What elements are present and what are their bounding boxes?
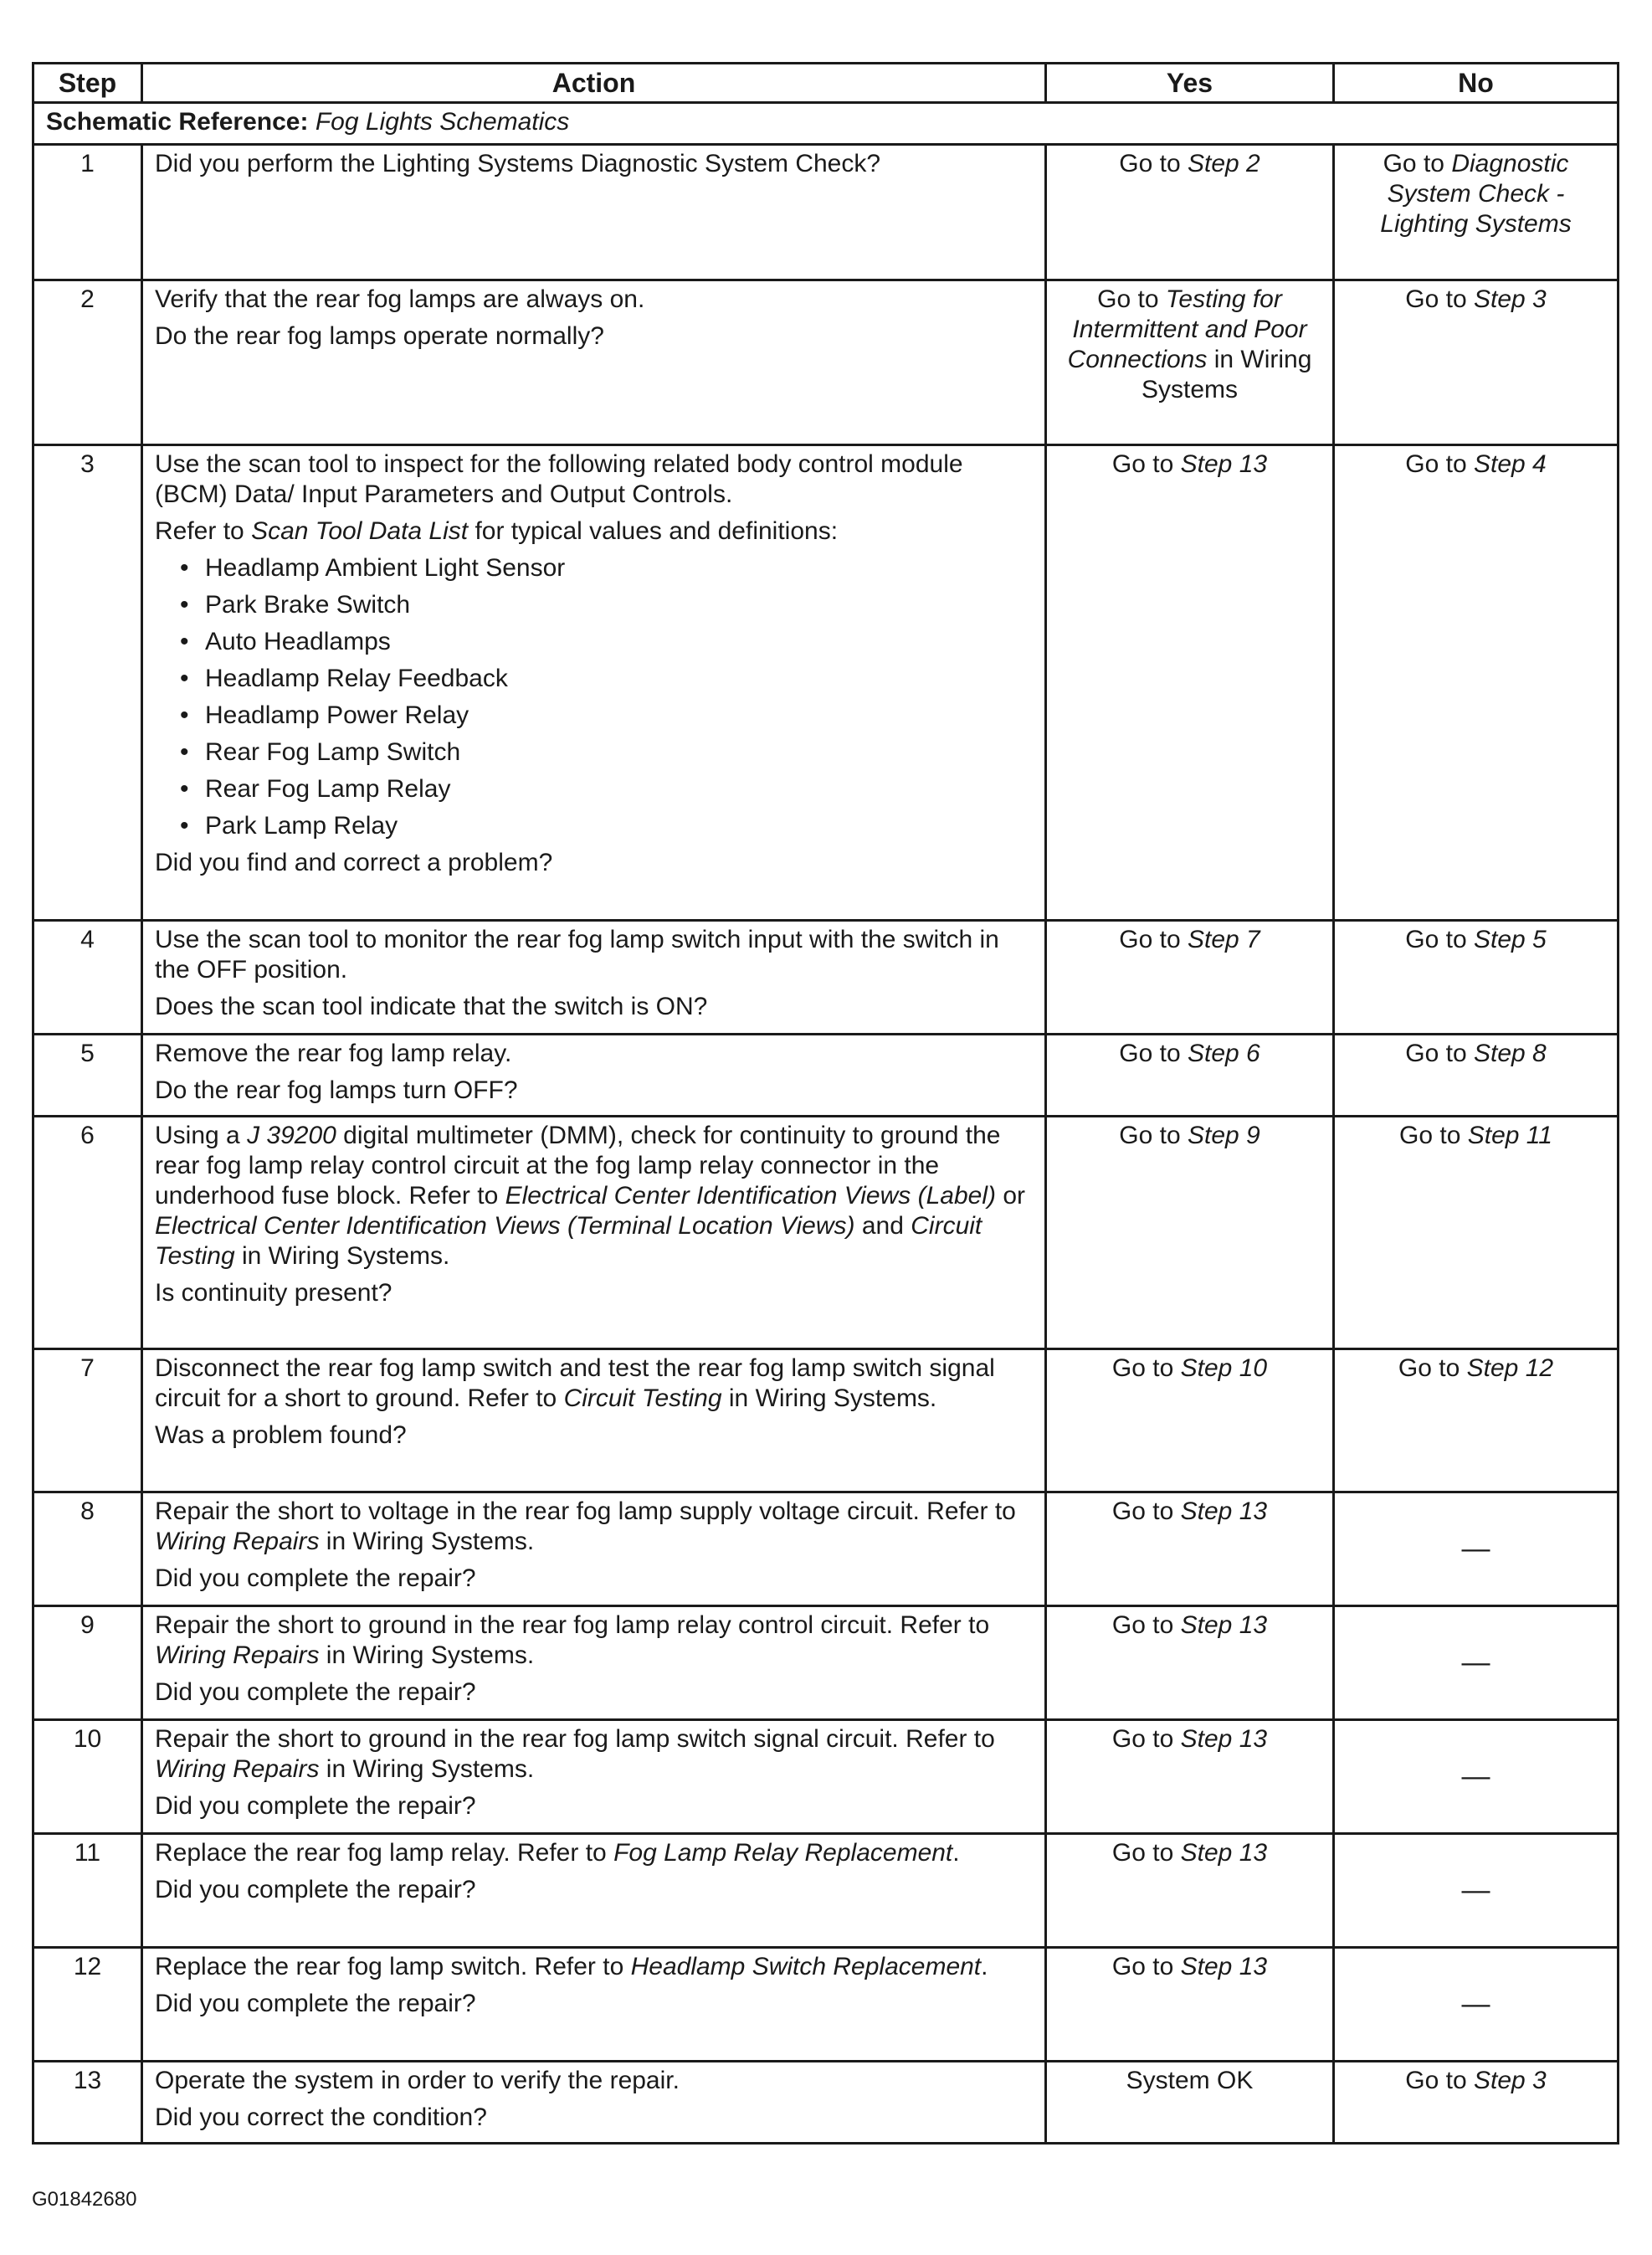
step-no: [1334, 1834, 1619, 1948]
step-instruction: [155, 1952, 1033, 1982]
step-number: 4: [33, 921, 142, 1035]
step-no: [1334, 445, 1619, 921]
go-to-text: Go to: [1405, 1040, 1467, 1067]
yes-target-link[interactable]: Step 13: [1180, 1725, 1268, 1753]
step-instruction: Use the scan tool to monitor the rear fog lamp switch input with the switch in the OFF position.: [155, 926, 999, 984]
step-row-12: [33, 1948, 1619, 2062]
refer-link[interactable]: Scan Tool Data List: [251, 517, 469, 545]
step-row-6: [33, 1117, 1619, 1349]
yes-target-link[interactable]: Step 13: [1180, 1497, 1268, 1525]
step-question: Did you complete the repair?: [155, 1564, 476, 1592]
step-number: 6: [33, 1117, 142, 1349]
step-instruction: [155, 1724, 1033, 1785]
refer-link[interactable]: Wiring Repairs: [155, 1641, 320, 1669]
yes-target-link[interactable]: Testing for Intermittent and Poor Connections: [1067, 285, 1307, 373]
instruction-text: Disconnect the rear fog lamp switch and test the rear fog lamp switch signal circuit for a short to ground. Refer to: [155, 1354, 995, 1412]
step-no: [1334, 145, 1619, 280]
step-row-10: [33, 1720, 1619, 1834]
refer-link[interactable]: Headlamp Switch Replacement: [630, 1953, 982, 1980]
list-item: • Headlamp Ambient Light Sensor: [180, 553, 1033, 583]
go-to-text: Go to: [1111, 1725, 1174, 1753]
instruction-text: in Wiring Systems.: [728, 1384, 937, 1412]
step-question: Did you complete the repair?: [155, 1678, 476, 1706]
go-to-text: Go to: [1111, 1611, 1174, 1639]
refer-link[interactable]: Electrical Center Identification Views (Label): [505, 1182, 997, 1210]
step-action: [142, 1834, 1046, 1948]
schematic-reference-label: Schematic Reference:: [46, 108, 309, 136]
step-no: [1334, 921, 1619, 1035]
header-row: [33, 64, 1619, 103]
step-instruction: [155, 1610, 1033, 1671]
step-no: [1334, 1720, 1619, 1834]
no-dash: —: [1461, 1987, 1490, 2020]
schematic-reference-link[interactable]: Fog Lights Schematics: [315, 108, 570, 136]
list-item: • Auto Headlamps: [180, 627, 1033, 657]
yes-target-link[interactable]: Step 10: [1180, 1354, 1268, 1382]
step-yes: [1046, 1035, 1334, 1117]
step-action: [142, 1492, 1046, 1606]
instruction-text: .: [981, 1953, 988, 1980]
step-question: Does the scan tool indicate that the switch is ON?: [155, 993, 708, 1020]
step-yes: [1046, 921, 1334, 1035]
yes-target-link[interactable]: Step 13: [1180, 450, 1268, 478]
tool-name: J 39200: [247, 1122, 336, 1149]
go-to-text: Go to: [1111, 1497, 1174, 1525]
step-no: [1334, 1035, 1619, 1117]
instruction-text: in Wiring Systems.: [326, 1528, 535, 1555]
instruction-text: .: [952, 1839, 960, 1867]
go-to-text: Go to: [1405, 926, 1467, 953]
step-question: Did you correct the condition?: [155, 2103, 487, 2131]
no-dash: —: [1461, 1532, 1490, 1564]
step-yes: [1046, 1948, 1334, 2062]
step-no: [1334, 1492, 1619, 1606]
step-question: Is continuity present?: [155, 1279, 392, 1307]
step-number: 8: [33, 1492, 142, 1606]
step-yes: [1046, 1117, 1334, 1349]
step-row-9: [33, 1606, 1619, 1720]
list-item: • Rear Fog Lamp Relay: [180, 774, 1033, 804]
no-dash: —: [1461, 1646, 1490, 1678]
step-number: 3: [33, 445, 142, 921]
step-number: 9: [33, 1606, 142, 1720]
step-row-3: [33, 445, 1619, 921]
refer-link[interactable]: Wiring Repairs: [155, 1755, 320, 1783]
instruction-text: or: [1003, 1182, 1026, 1210]
step-action: [142, 1117, 1046, 1349]
diagnostic-table: [32, 62, 1619, 2145]
step-number: 12: [33, 1948, 142, 2062]
figure-id: G01842680: [32, 2188, 137, 2211]
step-yes: [1046, 1492, 1334, 1606]
step-action: [142, 1349, 1046, 1492]
header-yes: Yes: [1046, 64, 1334, 103]
step-instruction: [155, 1354, 1033, 1414]
yes-target-link[interactable]: Step 13: [1180, 1839, 1268, 1867]
step-instruction: [155, 1838, 1033, 1868]
refer-link[interactable]: Circuit Testing: [155, 1212, 982, 1270]
step-action: [142, 1948, 1046, 2062]
step-row-4: [33, 921, 1619, 1035]
go-to-text: Go to: [1111, 450, 1174, 478]
step-no: [1334, 1349, 1619, 1492]
yes-target-link[interactable]: Step 6: [1187, 1040, 1260, 1067]
step-action: [142, 1035, 1046, 1117]
step-yes: [1046, 1720, 1334, 1834]
step-row-7: [33, 1349, 1619, 1492]
step-yes: [1046, 445, 1334, 921]
go-to-text: Go to: [1405, 2067, 1467, 2094]
step-question: Did you find and correct a problem?: [155, 849, 553, 876]
step-yes: [1046, 280, 1334, 445]
instruction-text: and: [861, 1212, 904, 1240]
no-target-link[interactable]: Step 3: [1473, 2067, 1547, 2094]
instruction-text: in Wiring Systems.: [326, 1641, 535, 1669]
step-action: [142, 2062, 1046, 2144]
refer-prefix: Refer to: [155, 517, 244, 545]
parameter-list: [155, 553, 1033, 841]
refer-link[interactable]: Electrical Center Identification Views (Terminal Location Views): [155, 1212, 855, 1240]
instruction-text: digital multimeter (DMM), check for continuity to ground the rear fog lamp relay control circuit at the fog lamp relay connector in the underhood fuse block. Refer to: [155, 1122, 1001, 1210]
schematic-reference: [33, 103, 1619, 145]
yes-target-suffix: in Wiring Systems: [1141, 346, 1312, 403]
list-item: • Rear Fog Lamp Switch: [180, 737, 1033, 768]
step-action: [142, 445, 1046, 921]
instruction-text: Replace the rear fog lamp relay. Refer to: [155, 1839, 607, 1867]
refer-link[interactable]: Wiring Repairs: [155, 1528, 320, 1555]
yes-target-link[interactable]: Step 2: [1187, 150, 1260, 177]
step-number: 10: [33, 1720, 142, 1834]
instruction-text: in Wiring Systems.: [241, 1242, 450, 1270]
no-target-link[interactable]: Step 5: [1473, 926, 1547, 953]
go-to-text: Go to: [1119, 926, 1181, 953]
step-row-13: [33, 2062, 1619, 2144]
instruction-text: Repair the short to ground in the rear fog lamp relay control circuit. Refer to: [155, 1611, 990, 1639]
step-number: 2: [33, 280, 142, 445]
list-item: • Headlamp Relay Feedback: [180, 664, 1033, 694]
step-question: Did you complete the repair?: [155, 1990, 476, 2017]
step-row-5: [33, 1035, 1619, 1117]
refer-suffix: for typical values and definitions:: [475, 517, 839, 545]
no-target-link[interactable]: Step 12: [1466, 1354, 1554, 1382]
step-action: [142, 1720, 1046, 1834]
instruction-text: Repair the short to voltage in the rear fog lamp supply voltage circuit. Refer to: [155, 1497, 1016, 1525]
step-instruction: [155, 1121, 1033, 1271]
step-row-8: [33, 1492, 1619, 1606]
step-yes: [1046, 2062, 1334, 2144]
go-to-text: Go to: [1383, 150, 1444, 177]
go-to-text: Go to: [1111, 1354, 1174, 1382]
step-instruction: Verify that the rear fog lamps are always on.: [155, 285, 645, 313]
step-number: 11: [33, 1834, 142, 1948]
step-action: [142, 145, 1046, 280]
step-yes: [1046, 1606, 1334, 1720]
step-refer: [155, 516, 1033, 547]
step-number: 5: [33, 1035, 142, 1117]
yes-result-text: System OK: [1126, 2067, 1254, 2094]
instruction-text: Replace the rear fog lamp switch. Refer to: [155, 1953, 624, 1980]
step-no: [1334, 280, 1619, 445]
schematic-reference-row: [33, 103, 1619, 145]
no-dash: —: [1461, 1759, 1490, 1792]
go-to-text: Go to: [1111, 1953, 1174, 1980]
go-to-text: Go to: [1398, 1354, 1460, 1382]
yes-target-link[interactable]: Step 13: [1180, 1953, 1268, 1980]
step-question: Was a problem found?: [155, 1421, 407, 1449]
instruction-text: Using a: [155, 1122, 240, 1149]
no-target-link[interactable]: Diagnostic System Check - Lighting Systems: [1380, 150, 1572, 238]
step-number: 7: [33, 1349, 142, 1492]
step-number: 1: [33, 145, 142, 280]
step-no: [1334, 1948, 1619, 2062]
refer-link[interactable]: Circuit Testing: [563, 1384, 722, 1412]
no-target-link[interactable]: Step 8: [1473, 1040, 1547, 1067]
step-action: [142, 921, 1046, 1035]
step-question: Did you perform the Lighting Systems Diagnostic System Check?: [155, 150, 881, 177]
step-no: [1334, 1606, 1619, 1720]
step-instruction: Use the scan tool to inspect for the following related body control module (BCM) Data/ Input Parameters and Output Controls.: [155, 450, 963, 508]
no-dash: —: [1461, 1873, 1490, 1906]
yes-target-link[interactable]: Step 13: [1180, 1611, 1268, 1639]
instruction-text: in Wiring Systems.: [326, 1755, 535, 1783]
step-instruction: Operate the system in order to verify the repair.: [155, 2067, 680, 2094]
instruction-text: Repair the short to ground in the rear fog lamp switch signal circuit. Refer to: [155, 1725, 995, 1753]
go-to-text: Go to: [1405, 450, 1467, 478]
step-action: [142, 280, 1046, 445]
step-yes: [1046, 1834, 1334, 1948]
step-question: Did you complete the repair?: [155, 1876, 476, 1903]
go-to-text: Go to: [1119, 1122, 1181, 1149]
go-to-text: Go to: [1119, 1040, 1181, 1067]
header-action: Action: [142, 64, 1046, 103]
step-question: Do the rear fog lamps operate normally?: [155, 322, 604, 350]
step-row-1: [33, 145, 1619, 280]
go-to-text: Go to: [1097, 285, 1159, 313]
step-question: Did you complete the repair?: [155, 1792, 476, 1820]
list-item: • Headlamp Power Relay: [180, 701, 1033, 731]
go-to-text: Go to: [1399, 1122, 1461, 1149]
yes-target-link[interactable]: Step 9: [1187, 1122, 1260, 1149]
header-no: No: [1334, 64, 1619, 103]
list-item: • Park Lamp Relay: [180, 811, 1033, 841]
step-no: [1334, 2062, 1619, 2144]
yes-target-link[interactable]: Step 7: [1187, 926, 1260, 953]
step-instruction: Remove the rear fog lamp relay.: [155, 1040, 512, 1067]
go-to-text: Go to: [1405, 285, 1467, 313]
header-step: Step: [33, 64, 142, 103]
step-action: [142, 1606, 1046, 1720]
step-row-11: [33, 1834, 1619, 1948]
step-instruction: [155, 1497, 1033, 1557]
no-target-link[interactable]: Step 11: [1467, 1122, 1552, 1149]
step-row-2: [33, 280, 1619, 445]
step-yes: [1046, 145, 1334, 280]
go-to-text: Go to: [1111, 1839, 1174, 1867]
step-no: [1334, 1117, 1619, 1349]
refer-link[interactable]: Fog Lamp Relay Replacement: [613, 1839, 953, 1867]
step-number: 13: [33, 2062, 142, 2144]
no-target-link[interactable]: Step 4: [1473, 450, 1547, 478]
no-target-link[interactable]: Step 3: [1473, 285, 1547, 313]
go-to-text: Go to: [1119, 150, 1181, 177]
step-question: Do the rear fog lamps turn OFF?: [155, 1076, 518, 1104]
step-yes: [1046, 1349, 1334, 1492]
list-item: • Park Brake Switch: [180, 590, 1033, 620]
